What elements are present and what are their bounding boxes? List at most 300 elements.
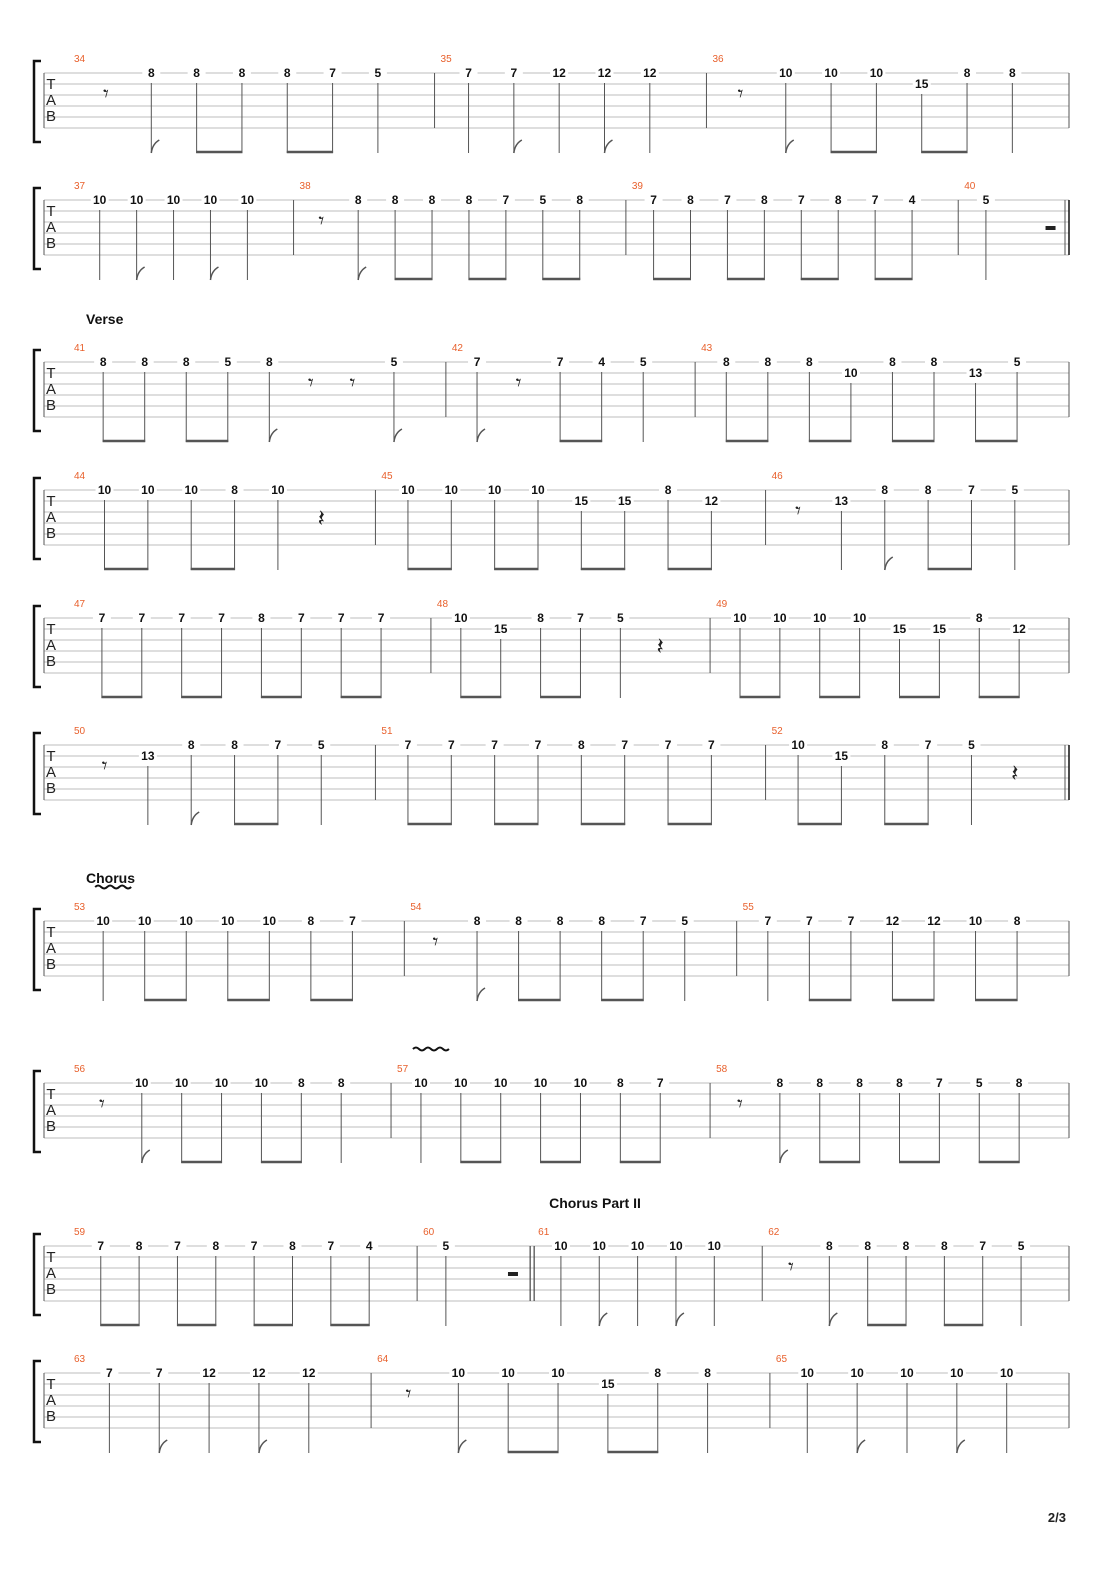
fret-number: 8 [963,66,971,80]
fret-number: 10 [166,193,181,207]
fret-number: 10 [531,483,545,497]
fret-number: 8 [930,355,938,369]
measure [776,1354,1016,1453]
fret-number: 5 [374,66,382,80]
fret-number: 7 [936,1076,943,1090]
measure [74,726,375,825]
system-bracket [34,909,41,990]
fret-number: 8 [806,355,813,369]
fret-number: 8 [896,1076,903,1090]
fret-number: 15 [601,1377,615,1391]
fret-number: 5 [539,193,547,207]
fret-number: 5 [1011,483,1019,497]
fret-number: 10 [551,1366,565,1380]
eighth-rest: 𝄾 [432,929,439,954]
fret-number: 8 [354,193,362,207]
fret-number: 8 [722,355,730,369]
fret-number: 7 [155,1366,163,1380]
eighth-rest: 𝄾 [101,753,108,778]
measure [768,1227,1030,1326]
fret-number: 10 [1000,1366,1014,1380]
section-label: Verse [86,311,124,327]
fret-number: 10 [852,611,867,625]
fret-number: 8 [975,611,983,625]
tab-system [34,1195,1069,1326]
measure-number: 58 [716,1064,728,1075]
measure-number: 35 [440,54,452,65]
fret-number: 10 [900,1366,914,1380]
fret-number: 5 [617,611,624,625]
eighth-rest: 𝄾 [405,1381,412,1406]
fret-number: 8 [147,66,155,80]
measure-number: 53 [74,902,86,913]
eighth-rest: 𝄾 [795,498,802,523]
tab-clef-a: A [45,219,57,236]
fret-number: 7 [577,611,584,625]
fret-number: 15 [618,494,632,508]
fret-number: 8 [258,611,265,625]
fret-number: 8 [99,355,107,369]
fret-number: 8 [1015,1076,1023,1090]
eighth-rest: 𝄾 [737,81,744,106]
fret-number: 13 [834,494,849,508]
measure-number: 42 [451,343,463,354]
measure-number: 40 [964,181,976,192]
fret-number: 8 [881,738,889,752]
measure [381,726,765,825]
fret-number: 12 [643,66,657,80]
system-bracket [34,1361,41,1442]
tab-clef-a: A [45,637,57,654]
tab-clef-a: A [45,92,57,109]
eighth-rest: 𝄾 [318,208,325,233]
fret-number: 5 [975,1076,983,1090]
fret-number: 7 [97,1239,105,1253]
fret-number: 12 [885,914,900,928]
fret-number: 7 [979,1239,987,1253]
tab-clef-b: B [45,653,57,670]
measure [397,1064,710,1163]
measure-number: 64 [377,1354,389,1365]
fret-number: 8 [704,1366,711,1380]
fret-number: 8 [924,483,932,497]
fret-number: 7 [764,914,772,928]
tab-system [34,1048,1069,1164]
fret-number: 10 [779,66,793,80]
fret-number: 8 [238,66,246,80]
fret-number: 10 [669,1239,683,1253]
fret-number: 8 [761,193,768,207]
section-label: Chorus Part II [549,1195,641,1211]
eighth-rest: 𝄾 [103,81,109,106]
fret-number: 8 [902,1239,910,1253]
measure [716,1064,1028,1163]
fret-number: 8 [864,1239,872,1253]
fret-number: 12 [302,1366,316,1380]
fret-number: 7 [404,738,412,752]
tab-system [34,311,1069,442]
measure [743,902,1026,1001]
fret-number: 10 [184,483,198,497]
tab-system [34,599,1069,698]
fret-number: 4 [365,1239,373,1253]
fret-number: 7 [724,193,731,207]
fret-number: 4 [908,193,916,207]
fret-number: 4 [598,355,605,369]
tab-clef-b: B [45,1408,57,1425]
fret-number: 10 [824,66,838,80]
measure [964,181,1055,280]
fret-number: 15 [915,77,929,91]
fret-number: 7 [138,611,146,625]
fret-number: 8 [307,914,315,928]
tab-clef-t: T [46,203,56,220]
tab-clef-t: T [46,1376,56,1393]
measure-number: 41 [74,343,86,354]
measure [74,902,404,1001]
note-flag [957,1440,965,1453]
fret-number: 7 [274,738,282,752]
page-number: 2/3 [1047,1510,1066,1525]
measure-number: 62 [768,1227,780,1238]
fret-number: 13 [968,366,983,380]
fret-number: 10 [844,366,858,380]
fret-number: 8 [428,193,436,207]
fret-number: 12 [202,1366,216,1380]
fret-number: 10 [97,483,112,497]
measure-number: 36 [712,54,724,65]
fret-number: 10 [494,1076,508,1090]
measure-number: 44 [74,471,86,482]
fret-number: 7 [664,738,672,752]
eighth-rest: 𝄾 [349,370,356,395]
fret-number: 12 [1012,622,1026,636]
fret-number: 8 [577,738,585,752]
fret-number: 5 [639,355,647,369]
fret-number: 7 [556,355,564,369]
tab-clef-a: A [45,764,57,781]
fret-number: 7 [656,1076,664,1090]
fret-number: 7 [534,738,542,752]
measure-number: 59 [74,1227,86,1238]
fret-number: 8 [834,193,842,207]
measure-number: 63 [74,1354,86,1365]
vibrato-mark [413,1048,449,1051]
tab-clef-b: B [45,1118,57,1135]
measure-number: 56 [74,1064,86,1075]
measure-number: 48 [436,599,449,610]
fret-number: 8 [556,914,564,928]
fret-number: 12 [597,66,612,80]
note-flag [514,140,522,153]
measure [410,902,736,1001]
measure-number: 39 [631,181,644,192]
tab-system [34,54,1069,153]
fret-number: 5 [968,738,975,752]
fret-number: 10 [630,1239,645,1253]
tab-clef-b: B [45,525,57,542]
measure [74,1227,417,1326]
tab-clef-a: A [45,509,57,526]
fret-number: 10 [444,483,458,497]
fret-number: 10 [271,483,285,497]
fret-number: 7 [218,611,225,625]
tab-clef-t: T [46,1086,56,1103]
fret-number: 7 [502,193,510,207]
fret-number: 7 [174,1239,181,1253]
tab-clef-b: B [45,956,57,973]
fret-number: 10 [221,914,235,928]
fret-number: 7 [650,193,657,207]
fret-number: 10 [850,1366,864,1380]
fret-number: 7 [924,738,932,752]
system-bracket [34,1071,41,1152]
fret-number: 12 [704,494,719,508]
tab-clef-t: T [46,924,56,941]
tab-clef-a: A [45,1102,57,1119]
note-flag [151,140,159,153]
fret-number: 15 [574,494,589,508]
fret-number: 10 [968,914,983,928]
fret-number: 5 [390,355,398,369]
fret-number: 10 [533,1076,548,1090]
measure [712,54,1021,153]
system-bracket [34,1234,41,1315]
tab-clef-a: A [45,381,57,398]
fret-number: 15 [892,622,907,636]
fret-number: 10 [214,1076,229,1090]
fret-number: 7 [297,611,305,625]
note-flag [604,140,612,153]
fret-number: 10 [707,1239,721,1253]
tab-clef-b: B [45,108,57,125]
fret-number: 8 [231,483,238,497]
note-flag [885,557,893,570]
fret-number: 8 [289,1239,296,1253]
system-bracket [34,188,41,269]
fret-number: 7 [337,611,345,625]
fret-number: 7 [708,738,715,752]
fret-number: 8 [617,1076,624,1090]
fret-number: 8 [825,1239,833,1253]
measure [772,471,1024,570]
fret-number: 10 [487,483,502,497]
fret-number: 10 [773,611,787,625]
note-flag [786,140,794,153]
fret-number: 7 [349,914,356,928]
fret-number: 10 [454,611,468,625]
fret-number: 8 [473,914,481,928]
fret-number: 7 [797,193,805,207]
fret-number: 15 [834,749,849,763]
fret-number: 5 [681,914,689,928]
measure-number: 50 [74,726,86,737]
tab-clef-b: B [45,235,57,252]
system-bracket [34,606,41,687]
fret-number: 8 [265,355,273,369]
tab-clef-b: B [45,780,57,797]
note-flag [137,267,145,280]
tab-system [34,870,1069,1001]
measure [716,599,1028,698]
fret-number: 10 [501,1366,515,1380]
fret-number: 7 [473,355,481,369]
measure [538,1227,762,1326]
note-flag [259,1440,267,1453]
fret-number: 13 [141,749,155,763]
fret-number: 8 [687,193,694,207]
fret-number: 15 [932,622,947,636]
fret-number: 5 [317,738,325,752]
note-flag [458,1440,466,1453]
fret-number: 8 [187,738,195,752]
fret-number: 10 [254,1076,269,1090]
fret-number: 10 [203,193,218,207]
measure-number: 65 [775,1354,788,1365]
measure [632,181,958,280]
note-flag [269,429,277,442]
fret-number: 7 [98,611,106,625]
measure [701,343,1026,442]
fret-number: 10 [950,1366,964,1380]
tab-clef-a: A [45,1265,57,1282]
half-rest [508,1272,518,1276]
fret-number: 7 [106,1366,113,1380]
fret-number: 10 [96,914,110,928]
measure-number: 54 [410,902,422,913]
fret-number: 7 [250,1239,258,1253]
tab-clef-t: T [46,365,56,382]
fret-number: 8 [537,611,544,625]
fret-number: 5 [1017,1239,1025,1253]
fret-number: 5 [442,1239,450,1253]
fret-number: 7 [329,66,336,80]
half-rest [1046,226,1056,230]
fret-number: 10 [791,738,805,752]
fret-number: 8 [391,193,399,207]
fret-number: 10 [573,1076,588,1090]
fret-number: 10 [592,1239,606,1253]
note-flag [210,267,218,280]
system-bracket [34,733,41,814]
fret-number: 8 [1009,66,1016,80]
measure [423,1227,534,1326]
measure [74,343,446,442]
fret-number: 8 [231,738,238,752]
measure-number: 46 [771,471,783,482]
eighth-rest: 𝄾 [737,1091,743,1116]
fret-number: 8 [283,66,291,80]
fret-number: 8 [654,1366,662,1380]
measure [74,1064,391,1163]
fret-number: 10 [813,611,827,625]
fret-number: 7 [510,66,518,80]
fret-number: 8 [856,1076,863,1090]
fret-number: 8 [135,1239,143,1253]
fret-number: 10 [93,193,107,207]
fret-number: 5 [224,355,232,369]
fret-number: 10 [414,1076,428,1090]
fret-number: 10 [454,1076,468,1090]
fret-number: 10 [138,914,152,928]
eighth-rest: 𝄾 [307,370,314,395]
fret-number: 7 [491,738,498,752]
note-flag [477,988,485,1001]
fret-number: 7 [621,738,629,752]
quarter-rest: 𝄽 [1011,760,1019,787]
note-flag [394,429,402,442]
fret-number: 8 [212,1239,220,1253]
measure [437,599,710,698]
fret-number: 10 [135,1076,149,1090]
tab-system [34,181,1069,280]
note-flag [191,812,199,825]
measure-number: 52 [771,726,783,737]
fret-number: 8 [576,193,584,207]
tab-clef-t: T [46,621,56,638]
eighth-rest: 𝄾 [98,1091,105,1116]
fret-number: 10 [451,1366,466,1380]
measure [300,181,626,280]
measure-number: 57 [397,1064,409,1075]
note-flag [477,429,485,442]
fret-number: 7 [377,611,385,625]
measure-number: 45 [381,471,393,482]
measure [377,1354,770,1453]
fret-number: 5 [982,193,990,207]
tab-clef-t: T [46,1249,56,1266]
note-flag [159,1440,167,1453]
note-flag [780,1150,788,1163]
measure-number: 51 [381,726,393,737]
tab-system [34,471,1069,570]
fret-number: 10 [869,66,884,80]
eighth-rest: 𝄾 [788,1254,794,1279]
fret-number: 8 [182,355,190,369]
section-label: Chorus [86,870,135,886]
quarter-rest: 𝄽 [656,633,664,660]
system-bracket [34,478,41,559]
fret-number: 7 [847,914,855,928]
fret-number: 7 [447,738,455,752]
fret-number: 8 [941,1239,948,1253]
fret-number: 10 [554,1239,568,1253]
fret-number: 8 [297,1076,305,1090]
fret-number: 10 [141,483,155,497]
measure-number: 43 [701,343,713,354]
tab-clef-a: A [45,1392,57,1409]
fret-number: 10 [401,483,415,497]
tab-system [34,1354,1069,1453]
fret-number: 7 [327,1239,335,1253]
measure-number: 61 [538,1227,550,1238]
note-flag [599,1313,607,1326]
measure-number: 37 [74,181,86,192]
fret-number: 12 [252,1366,266,1380]
measure [74,181,294,280]
tab-clef-b: B [45,1281,57,1298]
measure-number: 38 [299,181,311,192]
tab-clef-t: T [46,493,56,510]
fret-number: 10 [179,914,193,928]
note-flag [358,267,366,280]
fret-number: 8 [881,483,889,497]
tab-system [34,726,1069,825]
system-bracket [34,350,41,431]
measure [452,343,695,442]
measure [74,54,435,153]
eighth-rest: 𝄾 [515,370,522,395]
